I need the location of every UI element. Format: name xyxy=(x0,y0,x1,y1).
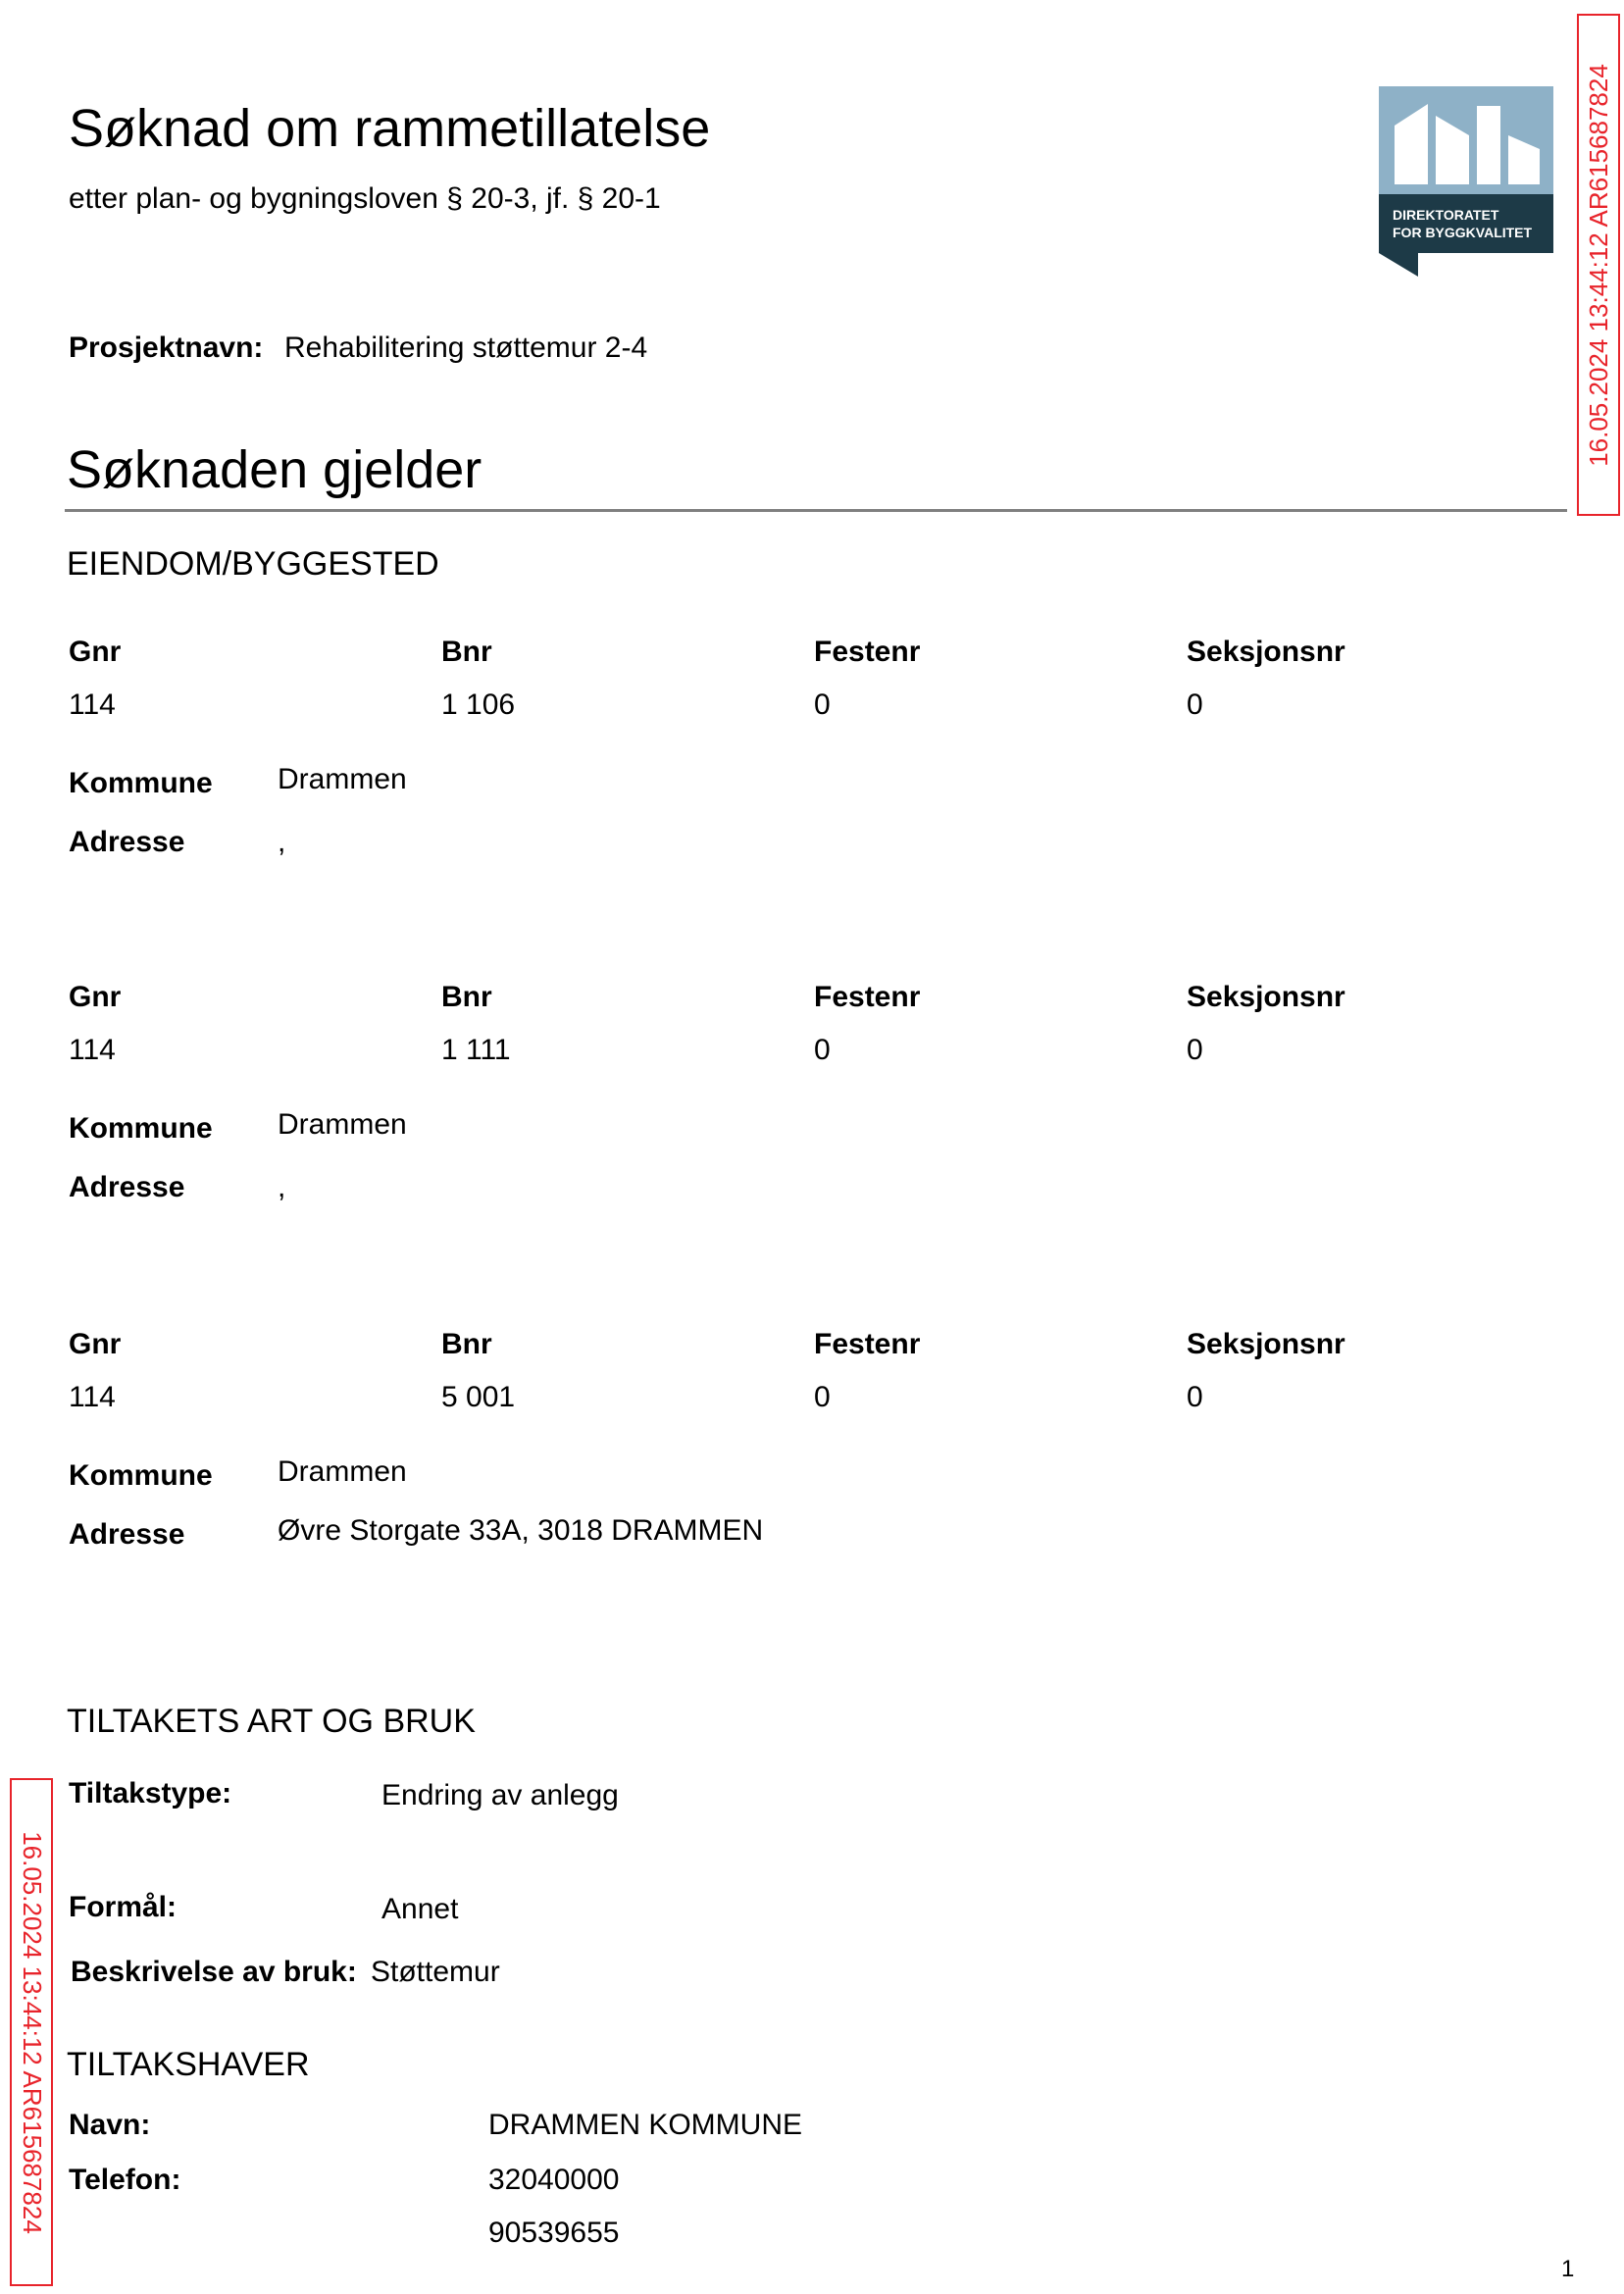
timestamp-stamp-left xyxy=(10,1778,53,2286)
gnr-label: Gnr xyxy=(69,981,122,1013)
logo-line1: DIREKTORATET xyxy=(1393,207,1499,223)
stamp-text: 16.05.2024 13:44:12 AR615687824 xyxy=(17,1830,47,2234)
festenr-value: 0 xyxy=(814,1381,831,1413)
bnr-value: 1 111 xyxy=(441,1034,511,1066)
festenr-value: 0 xyxy=(814,1034,831,1066)
logo-line2: FOR BYGGKVALITET xyxy=(1393,225,1533,240)
project-value: Rehabilitering støttemur 2-4 xyxy=(284,331,648,364)
kommune-value: Drammen xyxy=(278,763,407,795)
navn-label: Navn: xyxy=(69,2109,151,2141)
bnr-label: Bnr xyxy=(441,981,492,1013)
formal-label: Formål: xyxy=(69,1891,178,1923)
tiltakshaver-heading: TILTAKSHAVER xyxy=(67,2046,310,2083)
festenr-label: Festenr xyxy=(814,1328,921,1360)
telefon-label: Telefon: xyxy=(69,2164,181,2196)
kommune-label: Kommune xyxy=(69,767,213,799)
dibk-logo-icon xyxy=(1379,86,1553,277)
adresse-value: , xyxy=(278,1171,286,1203)
adresse-value: Øvre Storgate 33A, 3018 DRAMMEN xyxy=(278,1514,764,1547)
kommune-value: Drammen xyxy=(278,1108,407,1141)
kommune-label: Kommune xyxy=(69,1459,213,1492)
section-divider xyxy=(65,509,1567,512)
bnr-value: 1 106 xyxy=(441,688,516,721)
gnr-value: 114 xyxy=(69,1034,116,1066)
festenr-label: Festenr xyxy=(814,636,921,668)
gnr-value: 114 xyxy=(69,1381,116,1413)
project-label: Prosjektnavn: xyxy=(69,331,264,364)
tiltakstype-value: Endring av anlegg xyxy=(381,1779,619,1811)
seksjonsnr-label: Seksjonsnr xyxy=(1187,981,1345,1013)
tiltak-heading: TILTAKETS ART OG BRUK xyxy=(67,1703,476,1740)
tiltakstype-label: Tiltakstype: xyxy=(69,1777,232,1810)
beskrivelse-label: Beskrivelse av bruk: xyxy=(71,1956,357,1988)
document-title: Søknad om rammetillatelse xyxy=(69,99,711,158)
gnr-label: Gnr xyxy=(69,1328,122,1360)
seksjonsnr-value: 0 xyxy=(1187,1034,1203,1066)
section-title: Søknaden gjelder xyxy=(67,440,482,499)
seksjonsnr-label: Seksjonsnr xyxy=(1187,1328,1345,1360)
telefon-value: 32040000 xyxy=(488,2164,620,2196)
bnr-label: Bnr xyxy=(441,1328,492,1360)
stamp-text: 16.05.2024 13:44:12 AR615687824 xyxy=(1583,63,1613,467)
document-subtitle: etter plan- og bygningsloven § 20-3, jf. § 20-1 xyxy=(69,182,661,215)
gnr-label: Gnr xyxy=(69,636,122,668)
beskrivelse-value: Støttemur xyxy=(371,1956,500,1988)
seksjonsnr-value: 0 xyxy=(1187,1381,1203,1413)
festenr-value: 0 xyxy=(814,688,831,721)
kommune-value: Drammen xyxy=(278,1455,407,1488)
navn-value: DRAMMEN KOMMUNE xyxy=(488,2109,802,2141)
adresse-label: Adresse xyxy=(69,826,185,858)
timestamp-stamp-right xyxy=(1577,14,1620,516)
adresse-label: Adresse xyxy=(69,1518,185,1551)
seksjonsnr-label: Seksjonsnr xyxy=(1187,636,1345,668)
page-number: 1 xyxy=(1561,2256,1575,2282)
formal-value: Annet xyxy=(381,1893,459,1925)
adresse-value: , xyxy=(278,826,286,858)
seksjonsnr-value: 0 xyxy=(1187,688,1203,721)
adresse-label: Adresse xyxy=(69,1171,185,1203)
bnr-label: Bnr xyxy=(441,636,492,668)
festenr-label: Festenr xyxy=(814,981,921,1013)
gnr-value: 114 xyxy=(69,688,116,721)
eiendom-heading: EIENDOM/BYGGESTED xyxy=(67,545,439,583)
dibk-logo xyxy=(1379,86,1553,277)
telefon-value-2: 90539655 xyxy=(488,2217,620,2249)
bnr-value: 5 001 xyxy=(441,1381,516,1413)
kommune-label: Kommune xyxy=(69,1112,213,1145)
